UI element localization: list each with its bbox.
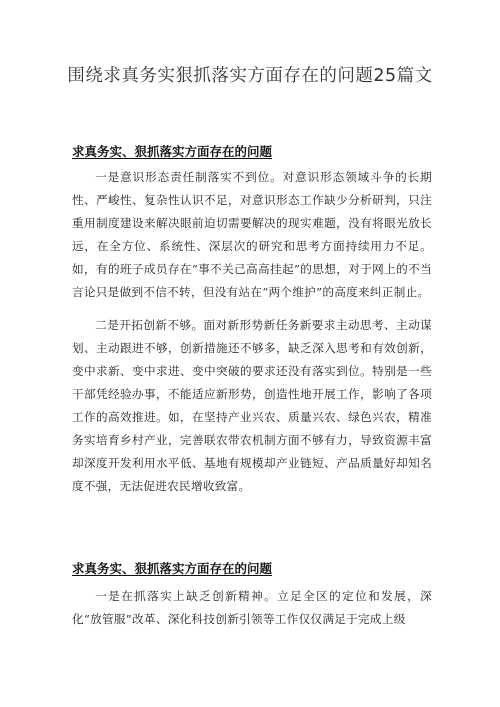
paragraph: 一是在抓落实上缺乏创新精神。立足全区的定位和发展，深化“放管服”改革、深化科技创新引领等工作仅仅满足于完成上级	[72, 589, 432, 626]
paragraph: 一是意识形态责任制落实不到位。对意识形态领域斗争的长期性、严峻性、复杂性认识不足，对意识形态工作缺少分析研判，只注重用制度建设来解决眼前迫切需要解决的现实难题，没有将眼光放长远，在全方位、系统性、深层次的研究和思考方面持续用力不足。如，有的班子成员存在“事不关己高高挂起”的思想，对于网上的不当言论只是做到不信不转，但没有站在“两个维护”的高度来纠正制止。	[72, 170, 432, 299]
section-1	[72, 142, 432, 498]
document-title: 围绕求真务实狠抓落实方面存在的问题25篇文	[67, 66, 433, 86]
paragraph: 二是开拓创新不够。面对新形势新任务新要求主动思考、主动谋划、主动跟进不够，创新措施还不够多，缺乏深入思考和有效创新，变中求新、变中求进、变中突破的要求还没有落实到位。特别是一些干部凭经验办事，不能适应新形势，创造性地开展工作，影响了各项工作的高效推进。如，在坚持产业兴农、质量兴农、绿色兴农，精准务实培育乡村产业，完善联农带农机制方面不够有力，导致资源丰富却深度开发利用水平低、基地有规模却产业链短、产品质量好却知名度不强，无法促进农民增收致富。	[72, 318, 432, 493]
section-heading: 求真务实、狠抓落实方面存在的问题	[72, 561, 273, 576]
section-heading: 求真务实、狠抓落实方面存在的问题	[72, 144, 273, 159]
section-2	[72, 559, 432, 631]
